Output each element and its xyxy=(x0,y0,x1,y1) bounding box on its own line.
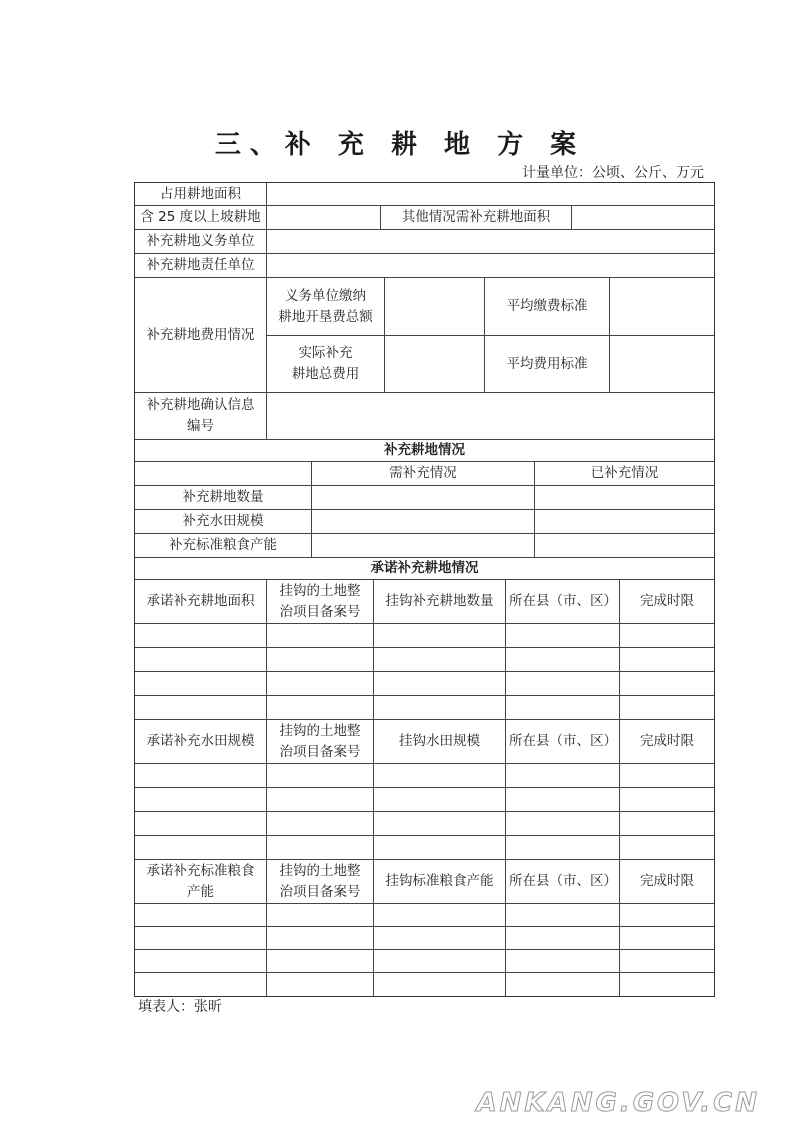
occupied-area-label: 占用耕地面积 xyxy=(135,183,267,205)
table-row xyxy=(135,904,714,927)
table-row xyxy=(135,462,714,486)
fee-label: 补充耕地费用情况 xyxy=(135,278,267,392)
done-value[interactable] xyxy=(535,534,714,557)
confirm-value[interactable] xyxy=(267,393,714,439)
table-row xyxy=(135,558,714,580)
table-row xyxy=(135,973,714,996)
table-row xyxy=(135,393,714,440)
table-row xyxy=(135,788,714,812)
table-row xyxy=(135,230,714,254)
table-row xyxy=(135,812,714,836)
paid-total-value[interactable] xyxy=(385,278,485,335)
avg-paid-value[interactable] xyxy=(610,278,714,335)
table-row xyxy=(135,510,714,534)
avg-paid-label: 平均缴费标准 xyxy=(485,278,610,335)
commit-col3: 挂钩补充耕地数量 xyxy=(374,580,506,623)
slope-land-label: 含 25 度以上坡耕地 xyxy=(135,206,267,229)
commit-col2: 挂钩的土地整 治项目备案号 xyxy=(267,580,374,623)
commit-col3: 挂钩水田规模 xyxy=(374,720,506,763)
occupied-area-value[interactable] xyxy=(267,183,714,205)
fee-subtable xyxy=(267,278,714,392)
paid-total-label: 义务单位缴纳 耕地开垦费总额 xyxy=(267,278,385,335)
commit-col4: 所在县（市、区） xyxy=(506,860,620,903)
confirm-label: 补充耕地确认信息 编号 xyxy=(135,393,267,439)
table-row xyxy=(135,950,714,973)
commit-col5: 完成时限 xyxy=(640,593,694,610)
obligation-unit-value[interactable] xyxy=(267,230,714,253)
filled-by: 填表人：张昕 xyxy=(138,999,222,1015)
table-row xyxy=(135,440,714,462)
table-row xyxy=(135,254,714,278)
need-label: 需补充情况 xyxy=(312,462,535,485)
table-row xyxy=(135,486,714,510)
commit-col3: 挂钩标准粮食产能 xyxy=(374,860,506,903)
commit-col1: 承诺补充耕地面积 xyxy=(135,580,267,623)
need-value[interactable] xyxy=(312,486,535,509)
table-row xyxy=(135,927,714,950)
done-value[interactable] xyxy=(535,510,714,533)
commit-col4: 所在县（市、区） xyxy=(506,720,620,763)
table-row xyxy=(135,672,714,696)
table-row xyxy=(135,764,714,788)
commit-col4: 所在县（市、区） xyxy=(506,580,620,623)
table-row xyxy=(135,534,714,558)
done-value[interactable] xyxy=(535,486,714,509)
supplement-corner xyxy=(135,462,312,485)
table-row xyxy=(135,624,714,648)
table-row xyxy=(135,278,714,393)
obligation-unit-label: 补充耕地义务单位 xyxy=(135,230,267,253)
table-row xyxy=(135,183,714,206)
commit-col1: 承诺补充水田规模 xyxy=(135,720,267,763)
supplement-plan-table xyxy=(134,182,715,997)
commit-group-header xyxy=(135,860,714,904)
other-need-label: 其他情况需补充耕地面积 xyxy=(381,206,572,229)
actual-total-value[interactable] xyxy=(385,336,485,392)
watermark: ANKANG.GOV.CN xyxy=(476,1088,760,1118)
supplement-row-label: 补充标准粮食产能 xyxy=(135,534,312,557)
supplement-header: 补充耕地情况 xyxy=(384,442,465,459)
slope-land-value[interactable] xyxy=(267,206,381,229)
commit-col2: 挂钩的土地整 治项目备案号 xyxy=(267,860,374,903)
table-row xyxy=(135,696,714,720)
unit-note: 计量单位：公顷、公斤、万元 xyxy=(522,165,704,181)
commit-col1: 承诺补充标准粮食 产能 xyxy=(135,860,267,903)
commit-header: 承诺补充耕地情况 xyxy=(370,560,479,577)
page-title: 三、补 充 耕 地 方 案 xyxy=(214,130,586,160)
supplement-row-label: 补充水田规模 xyxy=(135,510,312,533)
table-row xyxy=(135,648,714,672)
commit-group-header xyxy=(135,720,714,764)
responsible-unit-value[interactable] xyxy=(267,254,714,277)
need-value[interactable] xyxy=(312,510,535,533)
actual-total-label: 实际补充 耕地总费用 xyxy=(267,336,385,392)
commit-group-header xyxy=(135,580,714,624)
done-label: 已补充情况 xyxy=(590,465,659,482)
responsible-unit-label: 补充耕地责任单位 xyxy=(135,254,267,277)
avg-cost-value[interactable] xyxy=(610,336,714,392)
avg-cost-label: 平均费用标准 xyxy=(485,336,610,392)
table-row xyxy=(135,206,714,230)
supplement-row-label: 补充耕地数量 xyxy=(135,486,312,509)
commit-col5: 完成时限 xyxy=(640,873,694,890)
other-need-value[interactable] xyxy=(572,206,714,229)
table-row xyxy=(135,836,714,860)
need-value[interactable] xyxy=(312,534,535,557)
commit-col2: 挂钩的土地整 治项目备案号 xyxy=(267,720,374,763)
commit-col5: 完成时限 xyxy=(640,733,694,750)
